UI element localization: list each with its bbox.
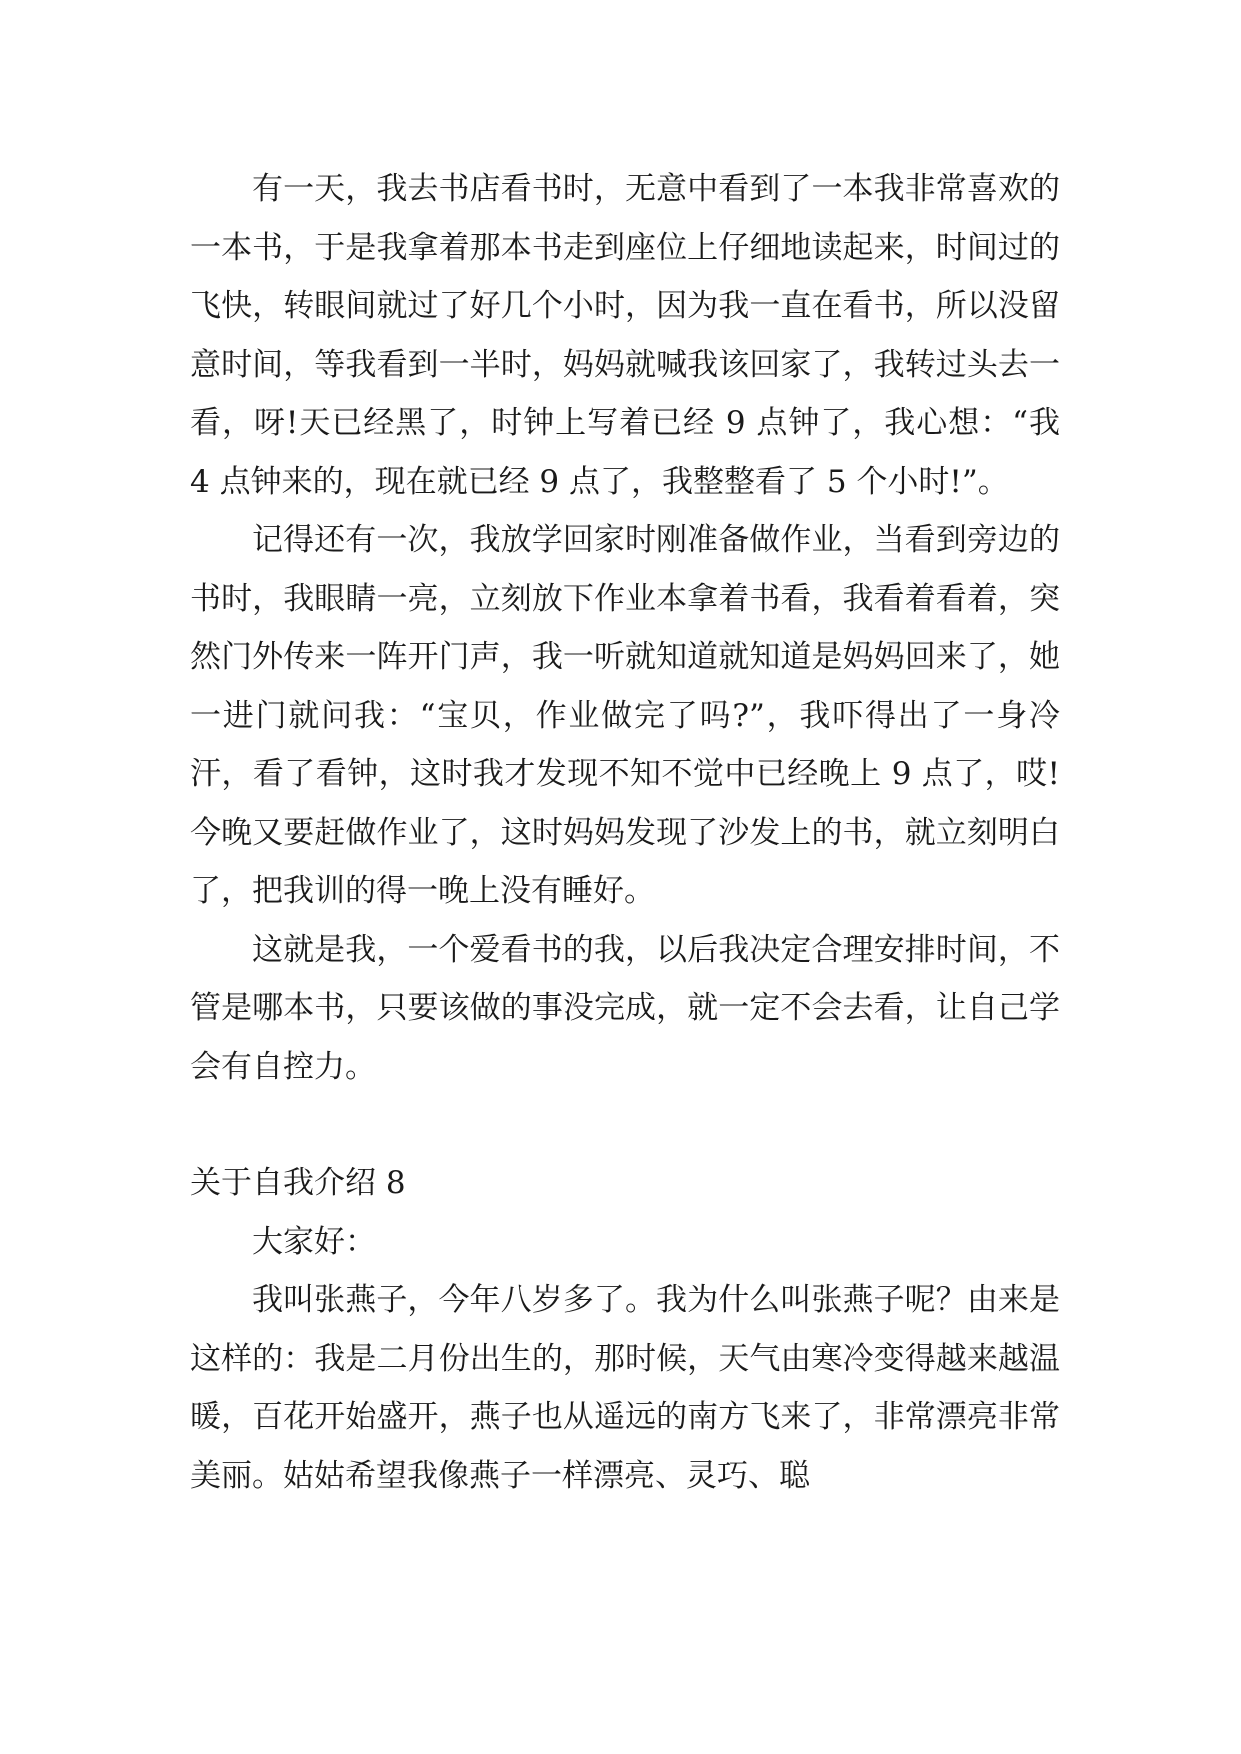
greeting: 大家好： bbox=[252, 1223, 376, 1260]
section-heading: 关于自我介绍 8 bbox=[190, 1165, 406, 1201]
paragraph-bookstore: 有一天，我去书店看书时，无意中看到了一本我非常喜欢的一本书，于是我拿着那本书走到座位上仔细地读起来，时间过的飞快，转眼间就过了好几个小时，因为我一直在看书，所以没留意时间，等我看到一半时，妈妈就喊我该回家了，我转过头去一看，呀!天已经黑了，时钟上写着已经 9 点钟了，我心想：“我 4 点钟来的，现在就已经 9 点了，我整整看了 5 个小时!”。 bbox=[190, 171, 1060, 500]
paragraph-conclusion: 这就是我，一个爱看书的我，以后我决定合理安排时间，不管是哪本书，只要该做的事没完成，就一定不会去看，让自己学会有自控力。 bbox=[190, 931, 1060, 1085]
paragraph-intro: 我叫张燕子，今年八岁多了。我为什么叫张燕子呢？由来是这样的：我是二月份出生的，那时候，天气由寒冷变得越来越温暖，百花开始盛开，燕子也从遥远的南方飞来了，非常漂亮非常美丽。姑姑希望我像燕子一样漂亮、灵巧、聪 bbox=[190, 1282, 1060, 1494]
paragraph-homework: 记得还有一次，我放学回家时刚准备做作业，当看到旁边的书时，我眼睛一亮，立刻放下作业本拿着书看，我看着看着，突然门外传来一阵开门声，我一听就知道就知道是妈妈回来了，她一进门就问我：“宝贝，作业做完了吗?”，我吓得出了一身冷汗，看了看钟，这时我才发现不知不觉中已经晚上 9 点了，哎!今晚又要赶做作业了，这时妈妈发现了沙发上的书，就立刻明白了，把我训的得一晚上没有睡好。 bbox=[190, 522, 1060, 909]
document-body bbox=[190, 160, 1060, 1505]
